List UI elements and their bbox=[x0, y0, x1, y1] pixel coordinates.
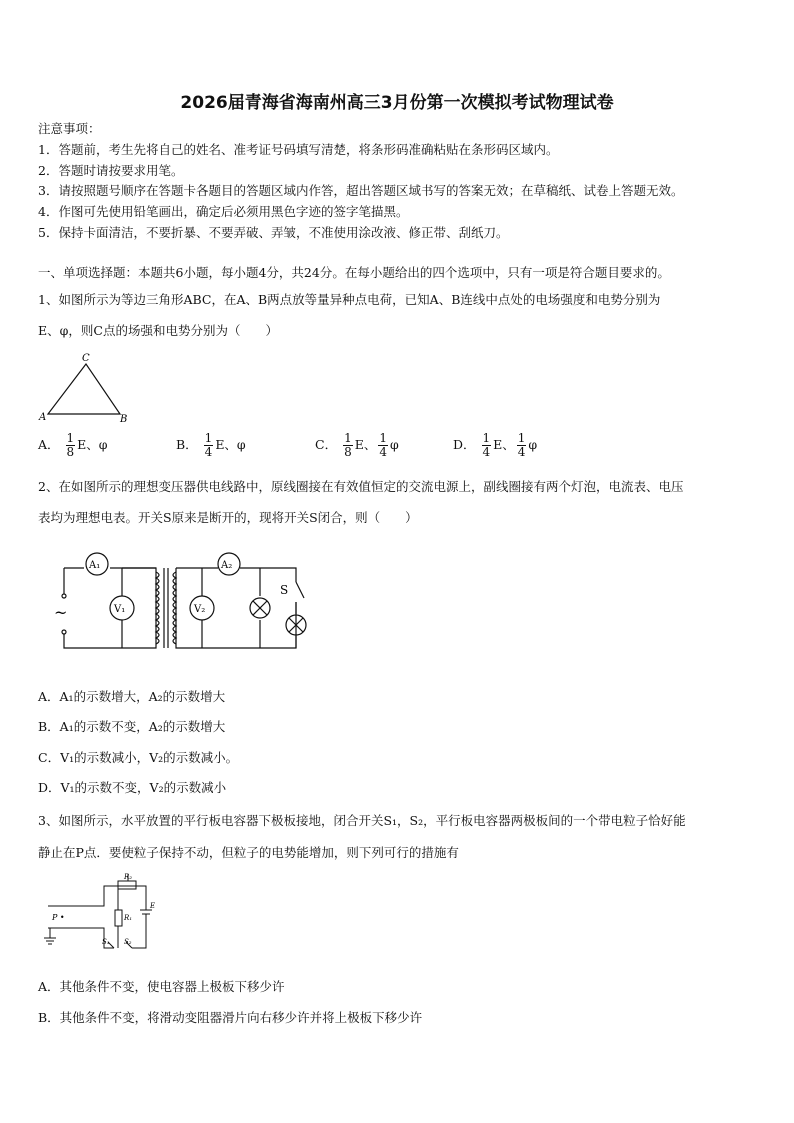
option-letter: A． bbox=[38, 437, 60, 452]
section-heading: 一、单项选择题：本题共6小题，每小题4分，共24分。在每小题给出的四个选项中，只有一项是符合题目要求的。 bbox=[38, 265, 670, 280]
option-letter: D． bbox=[453, 437, 476, 452]
q2-option-c[interactable]: C．V₁的示数减小，V₂的示数减小。 bbox=[38, 750, 239, 765]
q1-option-d[interactable] bbox=[453, 432, 537, 459]
notes-item: 3．请按照题号顺序在答题卡各题目的答题区域内作答，超出答题区域书写的答案无效；在草稿纸、试卷上答题无效。 bbox=[38, 183, 684, 198]
q2-transformer-circuit bbox=[50, 548, 310, 658]
resistor-r1-label: R₁ bbox=[124, 914, 133, 922]
page-title: 2026届青海省海南州高三3月份第一次模拟考试物理试卷 bbox=[180, 93, 614, 113]
fraction bbox=[343, 432, 353, 459]
fraction bbox=[204, 432, 214, 459]
option-text: φ bbox=[389, 437, 399, 452]
q2-stem-line2: 表均为理想电表。开关S原来是断开的，现将开关S闭合，则（ ） bbox=[38, 510, 418, 525]
notes-item: 1．答题前，考生先将自己的姓名、准考证号码填写清楚，将条形码准确粘贴在条形码区域内。 bbox=[38, 142, 559, 157]
fraction-denominator: 8 bbox=[66, 445, 75, 459]
notes-item: 2．答题时请按要求用笔。 bbox=[38, 163, 184, 178]
voltmeter-v2-label: V₂ bbox=[194, 604, 206, 615]
fraction-numerator: 1 bbox=[482, 431, 491, 445]
q3-stem-line1: 3、如图所示，水平放置的平行板电容器下极板接地，闭合开关S₁，S₂，平行板电容器两极板间的一个带电粒子恰好能 bbox=[38, 813, 686, 828]
fraction-numerator: 1 bbox=[379, 431, 387, 445]
q1-triangle-figure bbox=[36, 350, 136, 426]
q1-stem-line2: E、φ，则C点的场强和电势分别为（ ） bbox=[38, 323, 278, 338]
rheostat-r2-label: R₂ bbox=[124, 873, 133, 881]
fraction-denominator: 4 bbox=[379, 445, 387, 459]
fraction-denominator: 4 bbox=[517, 445, 526, 459]
q1-option-c[interactable] bbox=[315, 432, 399, 459]
ammeter-a1-label: A₁ bbox=[89, 560, 101, 571]
option-text: E、 bbox=[354, 437, 377, 452]
fraction bbox=[66, 432, 76, 459]
option-letter: B． bbox=[176, 437, 198, 452]
rheostat-r2 bbox=[118, 881, 136, 889]
q3-option-a[interactable]: A．其他条件不变，使电容器上极板下移少许 bbox=[38, 979, 285, 994]
q2-option-b[interactable]: B．A₁的示数不变，A₂的示数增大 bbox=[38, 719, 226, 734]
q1-option-a[interactable] bbox=[38, 432, 108, 459]
ac-source-icon: ~ bbox=[54, 603, 68, 622]
q3-stem-line2: 静止在P点．要使粒子保持不动，但粒子的电势能增加，则下列可行的措施有 bbox=[38, 845, 459, 860]
fraction bbox=[517, 432, 527, 459]
q3-capacitor-circuit bbox=[42, 870, 162, 960]
battery-e-label: E bbox=[150, 902, 156, 910]
fraction-denominator: 4 bbox=[204, 445, 213, 459]
q2-option-d[interactable]: D．V₁的示数不变，V₂的示数减小 bbox=[38, 780, 227, 795]
resistor-r1 bbox=[115, 910, 122, 926]
ammeter-a2-label: A₂ bbox=[221, 560, 233, 571]
q1-option-b[interactable] bbox=[176, 432, 246, 459]
q2-stem-line1: 2、在如图所示的理想变压器供电线路中，原线圈接在有效值恒定的交流电源上，副线圈接有两个灯泡，电流表、电压 bbox=[38, 479, 684, 494]
option-text: E、φ bbox=[215, 437, 246, 452]
q1-stem-line1: 1、如图所示为等边三角形ABC，在A、B两点放等量异种点电荷，已知A、B连线中点处的电场强度和电势分别为 bbox=[38, 292, 661, 307]
fraction-denominator: 4 bbox=[482, 445, 491, 459]
fraction-numerator: 1 bbox=[204, 431, 213, 445]
notes-item: 4．作图可先使用铅笔画出，确定后必须用黑色字迹的签字笔描黑。 bbox=[38, 204, 409, 219]
voltmeter-v1-label: V₁ bbox=[114, 604, 126, 615]
fraction-numerator: 1 bbox=[344, 431, 352, 445]
switch-s1-label: S₁ bbox=[102, 938, 110, 946]
option-letter: C． bbox=[315, 437, 338, 452]
q2-option-a[interactable]: A．A₁的示数增大，A₂的示数增大 bbox=[38, 689, 226, 704]
switch-s2-label: S₂ bbox=[124, 938, 132, 946]
notes-heading: 注意事项： bbox=[38, 121, 101, 136]
triangle-shape bbox=[48, 364, 120, 414]
q3-option-b[interactable]: B．其他条件不变，将滑动变阻器滑片向右移少许并将上极板下移少许 bbox=[38, 1010, 423, 1025]
vertex-a-label: A bbox=[39, 412, 47, 423]
fraction bbox=[378, 432, 388, 459]
fraction-denominator: 8 bbox=[344, 445, 352, 459]
fraction-numerator: 1 bbox=[66, 431, 75, 445]
vertex-b-label: B bbox=[120, 414, 128, 425]
fraction bbox=[482, 432, 492, 459]
vertex-c-label: C bbox=[82, 353, 90, 364]
switch-s-label: S bbox=[280, 583, 289, 597]
option-text: φ bbox=[528, 437, 538, 452]
option-text: E、φ bbox=[77, 437, 108, 452]
fraction-numerator: 1 bbox=[517, 431, 526, 445]
option-text: E、 bbox=[493, 437, 515, 452]
point-p-label: P • bbox=[52, 913, 65, 922]
notes-item: 5．保持卡面清洁，不要折暴、不要弄破、弄皱，不准使用涂改液、修正带、刮纸刀。 bbox=[38, 225, 509, 240]
